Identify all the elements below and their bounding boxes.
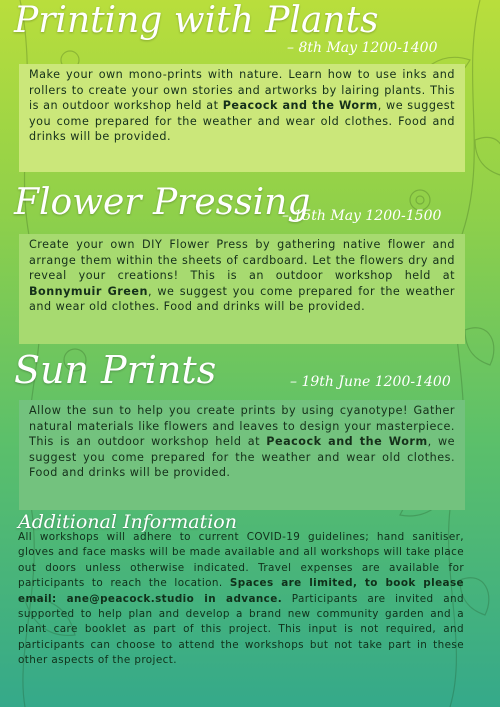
description-text: Create your own DIY Flower Press by gathering native flower and arrange them within the sheets of cardboard. Let the flowers dry and reveal your creations! This is an outdoor workshop held at bbox=[29, 238, 455, 283]
description-text: Make your own mono-prints with nature. Learn how to use inks and rollers to create your own stories and artworks by lairing plants. This is an outdoor workshop held at bbox=[29, 68, 455, 113]
section-date-flower-pressing: – 15th May 1200-1500 bbox=[282, 208, 442, 224]
description-text: Allow the sun to help you create prints by using cyanotype! Gather natural materials like flowers and leaves to design your masterpiece. This is an outdoor workshop held at bbox=[29, 404, 455, 449]
description-text: , we suggest you come prepared for the weather and wear old clothes. Food and drinks will be provided. bbox=[29, 99, 456, 144]
info-text: Participants are invited and supported to help plan and develop a brand new community garden and a plant care booklet as part of this project. This input is not required, and participants can choose to attend the workshops but not take part in these other aspects of the project. bbox=[18, 592, 464, 667]
section-description-printing-with-plants bbox=[19, 64, 465, 172]
description-text: , we suggest you come prepared for the weather and wear old clothes. Food and drinks will be provided. bbox=[29, 284, 455, 314]
booking-instructions: Spaces are limited, to book please email: ane@peacock.studio in advance. bbox=[18, 577, 464, 605]
additional-information-text bbox=[18, 530, 464, 669]
additional-information-title: Additional Information bbox=[18, 511, 237, 533]
info-text: All workshops will adhere to current COVID-19 guidelines; hand sanitiser, gloves and face masks will be made available and all workshops will take place out doors unless otherwise indicated. Travel expenses are available for participants to reach the location. bbox=[18, 531, 464, 590]
section-title-printing-with-plants: Printing with Plants bbox=[14, 0, 379, 41]
section-date-printing-with-plants: – 8th May 1200-1400 bbox=[287, 40, 438, 56]
section-title-flower-pressing: Flower Pressing bbox=[14, 182, 311, 223]
section-description-sun-prints bbox=[19, 400, 465, 510]
section-date-sun-prints: – 19th June 1200-1400 bbox=[290, 374, 451, 390]
section-description-flower-pressing bbox=[19, 234, 465, 344]
venue-name: Peacock and the Worm bbox=[222, 99, 378, 113]
venue-name: Bonnymuir Green bbox=[29, 284, 148, 298]
section-title-sun-prints: Sun Prints bbox=[14, 348, 217, 392]
venue-name: Peacock and the Worm bbox=[266, 435, 428, 449]
description-text: , we suggest you come prepared for the weather and wear old clothes. Food and drinks will be provided. bbox=[29, 435, 455, 480]
